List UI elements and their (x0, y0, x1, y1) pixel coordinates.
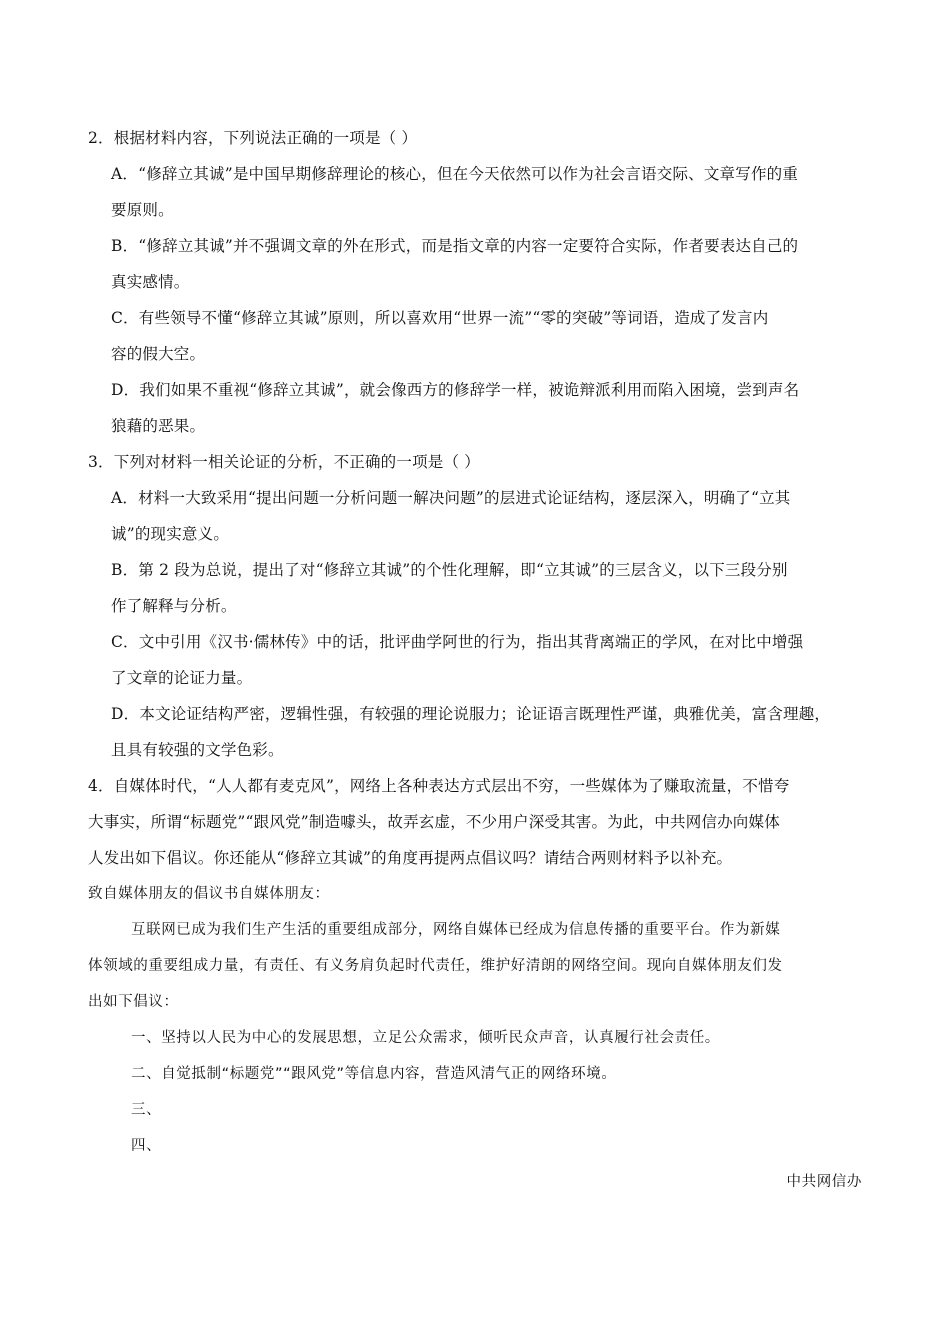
letter-title: 致自媒体朋友的倡议书自媒体朋友： (88, 886, 330, 902)
q2-option-c-line2: 容的假大空。 (111, 345, 206, 363)
letter-item-1: 一、坚持以人民为中心的发展思想，立足公众需求，倾听民众声音，认真履行社会责任。 (131, 1030, 720, 1046)
letter-item-4: 四、 (131, 1138, 162, 1154)
q3-option-d-line1: D．本文论证结构严密，逻辑性强，有较强的理论说服力；论证语言既理性严谨，典雅优美，富含理趣， (111, 705, 831, 723)
question-4-line2: 大事实，所谓“标题党”“跟风党”制造噱头，故弄玄虚，不少用户深受其害。为此，中共网信办向媒体 (88, 813, 780, 831)
letter-para-line1: 互联网已成为我们生产生活的重要组成部分，网络自媒体已经成为信息传播的重要平台。作为新媒 (131, 922, 781, 938)
letter-para-line2: 体领域的重要组成力量，有责任、有义务肩负起时代责任，维护好清朗的网络空间。现向自媒体朋友们发 (88, 958, 783, 974)
question-2-stem: 2．根据材料内容，下列说法正确的一项是（ ） (88, 129, 418, 147)
q3-option-a-line2: 诚”的现实意义。 (111, 525, 230, 543)
letter-para-line3: 出如下倡议： (88, 994, 179, 1010)
q3-option-b-line2: 作了解释与分析。 (111, 597, 237, 615)
q2-option-c-line1: C．有些领导不懂“修辞立其诚”原则，所以喜欢用“世界一流”“零的突破”等词语，造成了发言内 (111, 309, 769, 327)
q3-option-d-line2: 且具有较强的文学色彩。 (111, 741, 284, 759)
q3-option-a-line1: A．材料一大致采用“提出问题一分析问题一解决问题”的层进式论证结构，逐层深入，明确了“立其 (111, 489, 791, 507)
q3-option-b-line1: B．第 2 段为总说，提出了对“修辞立其诚”的个性化理解，即“立其诚”的三层含义，以下三段分别 (111, 561, 788, 579)
q2-option-b-line2: 真实感情。 (111, 273, 190, 291)
question-4-line3: 人发出如下倡议。你还能从“修辞立其诚”的角度再提两点倡议吗？请结合两则材料予以补充。 (88, 849, 733, 867)
question-4-line1: 4．自媒体时代，“人人都有麦克风”，网络上各种表达方式层出不穷，一些媒体为了赚取流量，不惜夸 (88, 777, 790, 795)
q3-option-c-line2: 了文章的论证力量。 (111, 669, 253, 687)
letter-signature: 中共网信办 (786, 1174, 862, 1190)
q2-option-b-line1: B．“修辞立其诚”并不强调文章的外在形式，而是指文章的内容一定要符合实际，作者要表达自己的 (111, 237, 799, 255)
q2-option-d-line2: 狼藉的恶果。 (111, 417, 206, 435)
q3-option-c-line1: C．文中引用《汉书·儒林传》中的话，批评曲学阿世的行为，指出其背离端正的学风，在对比中增强 (111, 633, 804, 651)
q2-option-a-line2: 要原则。 (111, 201, 174, 219)
letter-item-2: 二、自觉抵制“标题党”“跟风党”等信息内容，营造风清气正的网络环境。 (131, 1066, 617, 1082)
question-3-stem: 3．下列对材料一相关论证的分析，不正确的一项是（ ） (88, 453, 480, 471)
q2-option-a-line1: A．“修辞立其诚”是中国早期修辞理论的核心，但在今天依然可以作为社会言语交际、文章写作的重 (111, 165, 799, 183)
q2-option-d-line1: D．我们如果不重视“修辞立其诚”，就会像西方的修辞学一样，被诡辩派利用而陷入困境，尝到声名 (111, 381, 800, 399)
letter-item-3: 三、 (131, 1102, 162, 1118)
